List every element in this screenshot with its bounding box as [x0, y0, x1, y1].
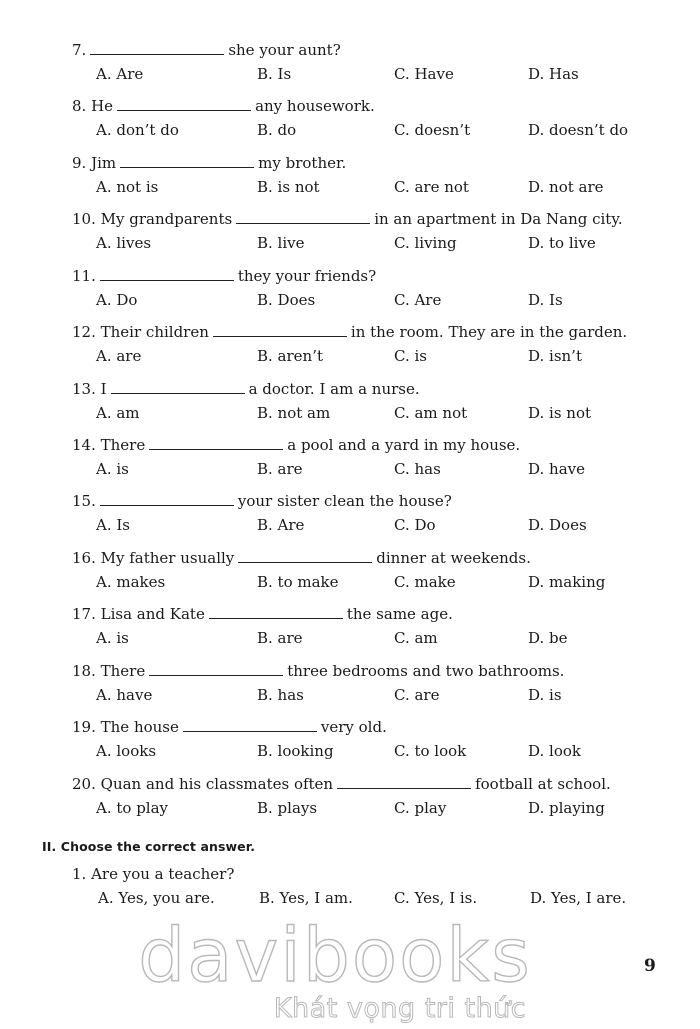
- option-a[interactable]: A. Are: [96, 65, 144, 83]
- question-item: [72, 266, 672, 310]
- option-d[interactable]: D. Has: [528, 65, 579, 83]
- answer-blank[interactable]: [149, 436, 283, 450]
- question-text-before: There: [100, 662, 146, 680]
- option-a[interactable]: A. have: [96, 686, 153, 704]
- question-stem: [72, 266, 672, 286]
- question-item: [72, 153, 672, 197]
- watermark-brand: davibooks: [138, 913, 532, 999]
- answer-blank[interactable]: [120, 154, 254, 168]
- option-b[interactable]: B. has: [257, 686, 304, 704]
- question-text-before: My grandparents: [100, 210, 233, 228]
- option-c[interactable]: C. doesn’t: [394, 121, 471, 139]
- answer-blank[interactable]: [117, 97, 251, 111]
- question-item: [72, 96, 672, 140]
- question-text-after: a doctor. I am a nurse.: [248, 380, 420, 398]
- answer-options: [72, 741, 672, 761]
- question-text-before: There: [100, 436, 146, 454]
- question-number: 13.: [72, 380, 96, 398]
- question-text-before: Jim: [91, 154, 117, 172]
- question-stem: [72, 717, 672, 737]
- option-b[interactable]: B. Does: [257, 291, 316, 309]
- option-a[interactable]: A. is: [96, 460, 129, 478]
- answer-blank[interactable]: [337, 775, 471, 789]
- question-stem: [72, 40, 672, 60]
- question-number: 12.: [72, 323, 96, 341]
- question-text-before: My father usually: [100, 549, 235, 567]
- question-text-after: dinner at weekends.: [376, 549, 531, 567]
- answer-options: [72, 515, 672, 535]
- section-2-heading: II. Choose the correct answer.: [42, 839, 256, 854]
- option-b[interactable]: B. are: [257, 629, 303, 647]
- option-a[interactable]: A. Is: [96, 516, 130, 534]
- answer-blank[interactable]: [149, 662, 283, 676]
- option-d[interactable]: D. to live: [528, 234, 596, 252]
- answer-blank[interactable]: [100, 267, 234, 281]
- question-text-before: I: [100, 380, 107, 398]
- option-a[interactable]: A. is: [96, 629, 129, 647]
- option-a[interactable]: A. are: [96, 347, 142, 365]
- question-text-before: Quan and his classmates often: [100, 775, 334, 793]
- option-a[interactable]: A. looks: [96, 742, 157, 760]
- option-c[interactable]: C. living: [394, 234, 457, 252]
- question-text-after: your sister clean the house?: [237, 492, 452, 510]
- question-number: 14.: [72, 436, 96, 454]
- question-number: 9.: [72, 154, 87, 172]
- question-item: [72, 209, 672, 253]
- question-text-before: Lisa and Kate: [100, 605, 205, 623]
- option-d[interactable]: D. not are: [528, 178, 604, 196]
- option-d[interactable]: D. playing: [528, 799, 605, 817]
- question-item: [72, 604, 672, 648]
- question-number: 7.: [72, 41, 87, 59]
- option-c[interactable]: C. are: [394, 686, 440, 704]
- question-stem: [72, 864, 672, 884]
- question-text-before: He: [91, 97, 114, 115]
- section-2-question: [72, 864, 672, 908]
- question-number: 15.: [72, 492, 96, 510]
- option-c[interactable]: C. am: [394, 629, 438, 647]
- question-text-after: in an apartment in Da Nang city.: [374, 210, 623, 228]
- option-d[interactable]: D. Is: [528, 291, 563, 309]
- question-text-after: they your friends?: [237, 267, 377, 285]
- answer-options: [72, 628, 672, 648]
- question-item: [72, 661, 672, 705]
- option-d[interactable]: D. have: [528, 460, 585, 478]
- question-text: Are you a teacher?: [91, 865, 235, 883]
- option-c[interactable]: C. are not: [394, 178, 469, 196]
- option-c[interactable]: C. am not: [394, 404, 468, 422]
- option-a[interactable]: A. to play: [96, 799, 169, 817]
- question-stem: [72, 435, 672, 455]
- option-d[interactable]: D. look: [528, 742, 581, 760]
- question-item: [72, 435, 672, 479]
- question-item: [72, 548, 672, 592]
- option-d[interactable]: D. doesn’t do: [528, 121, 629, 139]
- question-stem: [72, 491, 672, 511]
- question-item: [72, 717, 672, 761]
- option-b[interactable]: B. are: [257, 460, 303, 478]
- answer-options: [72, 177, 672, 197]
- option-d[interactable]: D. making: [528, 573, 606, 591]
- option-c[interactable]: C. Are: [394, 291, 442, 309]
- question-text-after: football at school.: [475, 775, 611, 793]
- option-b[interactable]: B. Are: [257, 516, 305, 534]
- answer-blank[interactable]: [183, 718, 317, 732]
- question-text-after: any housework.: [255, 97, 375, 115]
- answer-options: [72, 120, 672, 140]
- option-a[interactable]: A. am: [96, 404, 140, 422]
- question-stem: [72, 548, 672, 568]
- answer-blank[interactable]: [100, 492, 234, 506]
- question-stem: [72, 322, 672, 342]
- question-number: 18.: [72, 662, 96, 680]
- question-number: 10.: [72, 210, 96, 228]
- option-d[interactable]: D. isn’t: [528, 347, 582, 365]
- question-item: [72, 322, 672, 366]
- option-d[interactable]: D. be: [528, 629, 568, 647]
- option-a[interactable]: A. lives: [96, 234, 152, 252]
- answer-options: [72, 233, 672, 253]
- question-stem: [72, 153, 672, 173]
- answer-blank[interactable]: [238, 549, 372, 563]
- answer-options: [72, 798, 672, 818]
- option-d[interactable]: D. is: [528, 686, 562, 704]
- option-a[interactable]: A. don’t do: [96, 121, 179, 139]
- answer-blank[interactable]: [111, 380, 245, 394]
- question-stem: [72, 379, 672, 399]
- option-a[interactable]: A. makes: [96, 573, 166, 591]
- option-c[interactable]: C. Yes, I is.: [394, 889, 478, 907]
- question-stem: [72, 604, 672, 624]
- option-d[interactable]: D. Yes, I are.: [530, 889, 627, 907]
- option-b[interactable]: B. is not: [257, 178, 320, 196]
- question-text-after: the same age.: [346, 605, 453, 623]
- question-number: 8.: [72, 97, 87, 115]
- question-stem: [72, 774, 672, 794]
- answer-options: [72, 572, 672, 592]
- question-number: 17.: [72, 605, 96, 623]
- question-number: 16.: [72, 549, 96, 567]
- answer-options: [72, 346, 672, 366]
- watermark-tagline: Khát vọng tri thức: [273, 993, 527, 1024]
- watermark-logo: [0, 905, 700, 1029]
- option-b[interactable]: B. Is: [257, 65, 292, 83]
- question-text-after: my brother.: [258, 154, 347, 172]
- option-b[interactable]: B. aren’t: [257, 347, 324, 365]
- answer-blank[interactable]: [209, 605, 343, 619]
- question-text-after: a pool and a yard in my house.: [287, 436, 521, 454]
- answer-blank[interactable]: [90, 41, 224, 55]
- option-b[interactable]: B. looking: [257, 742, 334, 760]
- question-stem: [72, 96, 672, 116]
- option-a[interactable]: A. Do: [96, 291, 138, 309]
- answer-options: [72, 459, 672, 479]
- question-number: 19.: [72, 718, 96, 736]
- option-b[interactable]: B. do: [257, 121, 297, 139]
- option-c[interactable]: C. Do: [394, 516, 436, 534]
- question-item: [72, 379, 672, 423]
- option-a[interactable]: A. Yes, you are.: [98, 889, 215, 907]
- option-c[interactable]: C. to look: [394, 742, 467, 760]
- answer-blank[interactable]: [213, 323, 347, 337]
- option-b[interactable]: B. not am: [257, 404, 331, 422]
- option-b[interactable]: B. Yes, I am.: [259, 889, 353, 907]
- question-text-after: three bedrooms and two bathrooms.: [287, 662, 565, 680]
- question-number: 11.: [72, 267, 96, 285]
- option-c[interactable]: C. make: [394, 573, 456, 591]
- option-d[interactable]: D. is not: [528, 404, 592, 422]
- question-text-after: in the room. They are in the garden.: [350, 323, 628, 341]
- answer-blank[interactable]: [236, 210, 370, 224]
- answer-options: [72, 290, 672, 310]
- question-text-before: The house: [100, 718, 179, 736]
- option-c[interactable]: C. play: [394, 799, 447, 817]
- option-c[interactable]: C. is: [394, 347, 427, 365]
- question-item: [72, 491, 672, 535]
- option-c[interactable]: C. has: [394, 460, 441, 478]
- option-d[interactable]: D. Does: [528, 516, 587, 534]
- question-text-after: she your aunt?: [228, 41, 341, 59]
- question-text-after: very old.: [320, 718, 387, 736]
- question-item: [72, 774, 672, 818]
- page-number: 9: [644, 956, 656, 976]
- answer-options: [72, 403, 672, 423]
- question-number: 20.: [72, 775, 96, 793]
- option-b[interactable]: B. plays: [257, 799, 318, 817]
- option-b[interactable]: B. live: [257, 234, 305, 252]
- answer-options: [72, 685, 672, 705]
- question-stem: [72, 209, 672, 229]
- answer-options: [72, 64, 672, 84]
- option-c[interactable]: C. Have: [394, 65, 454, 83]
- question-item: [72, 40, 672, 84]
- question-stem: [72, 661, 672, 681]
- question-text-before: Their children: [100, 323, 209, 341]
- option-b[interactable]: B. to make: [257, 573, 339, 591]
- option-a[interactable]: A. not is: [96, 178, 159, 196]
- question-number: 1.: [72, 865, 87, 883]
